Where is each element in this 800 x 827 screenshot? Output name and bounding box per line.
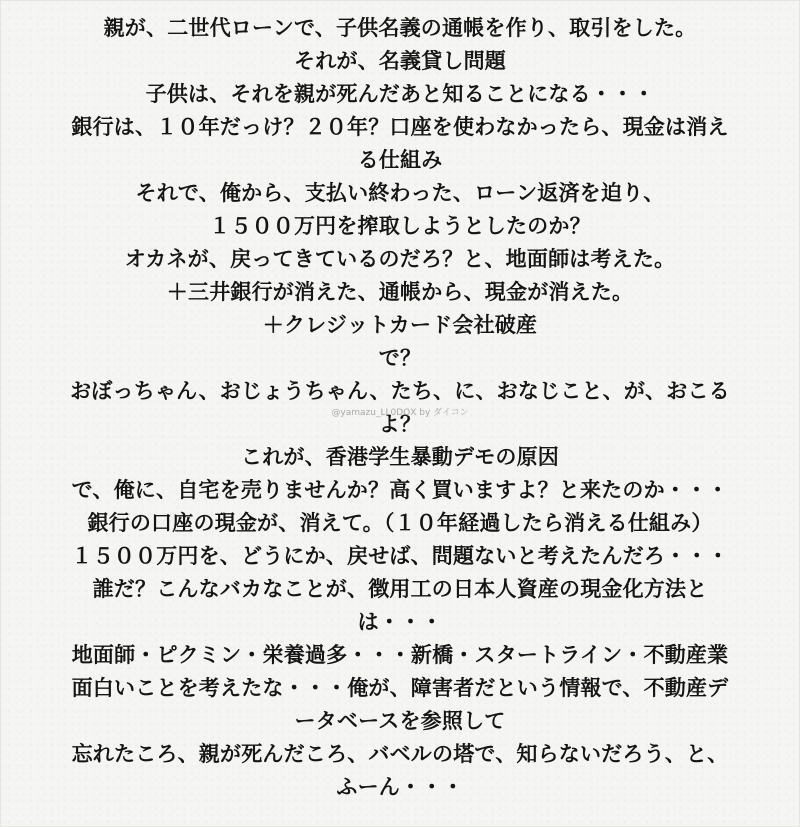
- text-line: ＋クレジットカード会社破産: [262, 313, 538, 337]
- text-line: ータベースを参照して: [294, 709, 506, 733]
- text-line: 子供は、それを親が死んだあと知ることになる・・・: [145, 82, 655, 106]
- text-line: は・・・: [357, 610, 443, 634]
- text-line: 銀行は、１０年だっけ？２０年？口座を使わなかったら、現金は消え: [71, 115, 729, 139]
- text-line: これが、香港学生暴動デモの原因: [241, 445, 559, 469]
- text-line: オカネが、戻ってきているのだろ？と、地面師は考えた。: [124, 247, 676, 271]
- text-line: よ？: [378, 412, 422, 436]
- text-line: ふーん・・・: [336, 775, 464, 799]
- text-line: 銀行の口座の現金が、消えて。（１０年経過したら消える仕組み）: [87, 511, 713, 535]
- text-line: で？: [378, 346, 422, 370]
- text-line: 誰だ？こんなバカなことが、徴用工の日本人資産の現金化方法と: [92, 577, 708, 601]
- text-line: ＋三井銀行が消えた、通帳から、現金が消えた。: [166, 280, 634, 304]
- text-line: る仕組み: [357, 148, 443, 172]
- text-line: で、俺に、自宅を売りませんか？高く買いますよ？と来たのか・・・: [71, 478, 729, 502]
- text-line: 親が、二世代ローンで、子供名義の通帳を作り、取引をした。: [103, 16, 697, 40]
- text-line: それが、名義貸し問題: [294, 49, 506, 73]
- text-line: 忘れたころ、親が死んだころ、バベルの塔で、知らないだろう、と、: [71, 742, 729, 766]
- watermark: @yamazu_LL0DQX by ダイコン: [331, 408, 469, 418]
- text-line: 地面師・ピクミン・栄養過多・・・新橋・スタートライン・不動産業: [71, 643, 729, 667]
- text-line: おぼっちゃん、おじょうちゃん、たち、に、おなじこと、が、おこる: [70, 379, 730, 403]
- text-line: １５００万円を、どうにか、戻せば、問題ないと考えたんだろ・・・: [71, 544, 729, 568]
- text-line: １５００万円を搾取しようとしたのか？: [209, 214, 591, 238]
- text-line: それで、俺から、支払い終わった、ローン返済を迫り、: [135, 181, 665, 205]
- text-line: 面白いことを考えたな・・・俺が、障害者だという情報で、不動産デ: [71, 676, 729, 700]
